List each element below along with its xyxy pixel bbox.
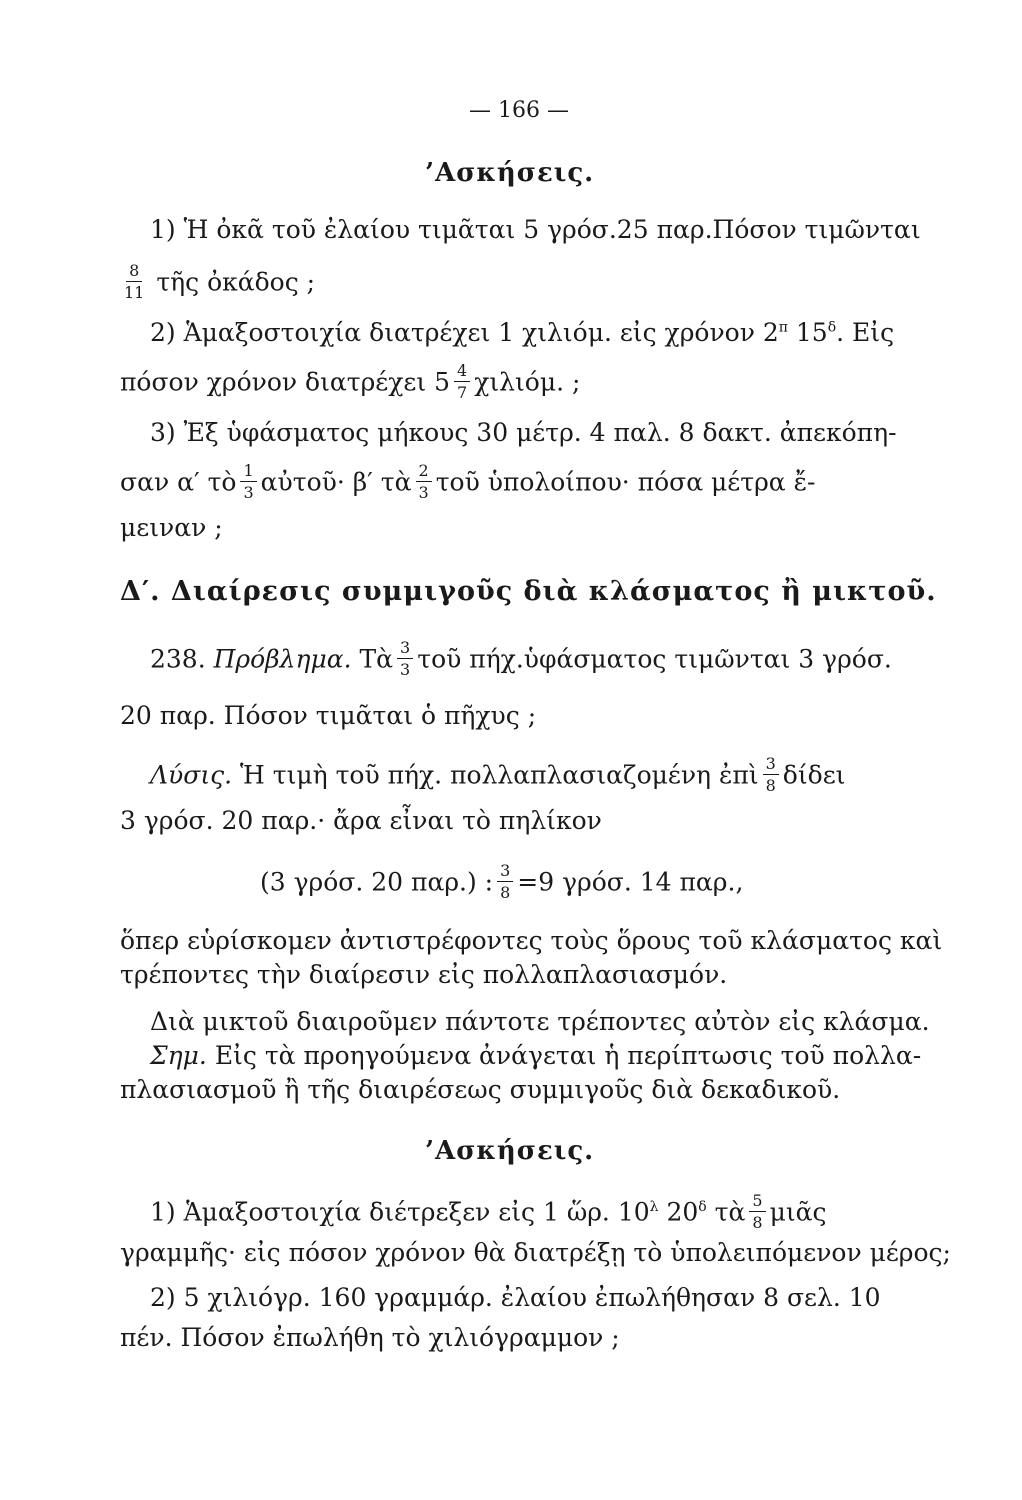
exercise-1-line-1: 1) Ἡ ὀκᾶ τοῦ ἐλαίου τιμᾶται 5 γρόσ.25 παρ.Πόσον τιμῶνται: [150, 215, 921, 244]
fraction: $\frac{1}{3}$: [240, 463, 256, 501]
exercises-heading: ’Ασκήσεις.: [425, 158, 595, 188]
fraction: $\frac{3}{3}$: [397, 640, 413, 678]
exercise-2-line-1: 2) Ἁμαξοστοιχία διατρέχει 1 χιλιόμ. εἰς χρόνον $2^\pi$ $15^\delta$. Εἰς: [150, 318, 895, 347]
note-line-1: Σημ. Εἰς τὰ προηγούμενα ἀνάγεται ἡ περίπτωσις τοῦ πολλα-: [150, 1041, 922, 1070]
exercise-5-line-1: 2) 5 χιλιόγρ. 160 γραμμάρ. ἐλαίου ἐπωλήθησαν 8 σελ. 10: [150, 1283, 881, 1312]
paragraph-2: Διὰ μικτοῦ διαιροῦμεν πάντοτε τρέποντες αὐτὸν εἰς κλάσμα.: [150, 1007, 930, 1036]
fraction: $\frac{2}{3}$: [416, 463, 432, 501]
exercise-4-line-1: 1) Ἁμαξοστοιχία διέτρεξεν εἰς 1 ὥρ. $10^\lambda$ $20^\delta$ τὰ $\frac{5}{8}$ μιᾶς: [150, 1191, 827, 1232]
exercise-1-line-2: $\frac{8}{11}$ τῆς ὀκάδος ;: [124, 261, 316, 302]
paragraph-1-line-1: ὅπερ εὑρίσκομεν ἀντιστρέφοντες τοὺς ὅρους τοῦ κλάσματος καὶ: [120, 926, 943, 955]
solution-equation: (3 γρόσ. 20 παρ.) : $\frac{3}{8}$ =9 γρόσ. 14 παρ.,: [260, 861, 744, 902]
solution-line-2: 3 γρόσ. 20 παρ.· ἄρα εἶναι τὸ πηλίκον: [120, 806, 602, 835]
solution-line-1: Λύσις. Ἡ τιμὴ τοῦ πήχ. πολλαπλασιαζομένη ἐπὶ $\frac{3}{8}$ δίδει: [150, 754, 846, 795]
fraction: $\frac{3}{8}$: [763, 756, 779, 794]
exercises-heading: ’Ασκήσεις.: [425, 1136, 595, 1166]
problem-line-2: 20 παρ. Πόσον τιμᾶται ὁ πῆχυς ;: [120, 701, 537, 730]
problem-line-1: 238. Πρόβλημα. Τὰ $\frac{3}{3}$ τοῦ πήχ.ὑφάσματος τιμῶνται 3 γρόσ.: [150, 638, 892, 679]
exercise-4-line-2: γραμμῆς· εἰς πόσον χρόνον θὰ διατρέξῃ τὸ ὑπολειπόμενον μέρος;: [120, 1238, 951, 1267]
exercise-3-line-3: μειναν ;: [120, 513, 223, 542]
fraction: $\frac{4}{7}$: [454, 363, 470, 401]
fraction: $\frac{3}{8}$: [497, 863, 513, 901]
fraction: $\frac{8}{11}$: [124, 261, 145, 302]
page-number: — 166 —: [469, 98, 569, 123]
exercise-5-line-2: πέν. Πόσον ἐπωλήθη τὸ χιλιόγραμμον ;: [120, 1323, 620, 1352]
fraction: $\frac{5}{8}$: [749, 1193, 765, 1231]
exercise-3-line-1: 3) Ἐξ ὑφάσματος μήκους 30 μέτρ. 4 παλ. 8 δακτ. ἀπεκόπη-: [150, 418, 897, 447]
paragraph-1-line-2: τρέποντες τὴν διαίρεσιν εἰς πολλαπλασιασμόν.: [120, 960, 728, 989]
section-title: Δ′. Διαίρεσις συμμιγοῦς διὰ κλάσματος ἢ μικτοῦ.: [120, 576, 937, 607]
exercise-3-line-2: σαν α′ τὸ $\frac{1}{3}$ αὐτοῦ· β′ τὰ $\frac{2}{3}$ τοῦ ὑπολοίπου· πόσα μέτρα ἔ-: [120, 461, 816, 502]
exercise-2-line-2: πόσον χρόνον διατρέχει 5 $\frac{4}{7}$ χιλιόμ. ;: [120, 361, 581, 402]
note-line-2: πλασιασμοῦ ἢ τῆς διαιρέσεως συμμιγοῦς διὰ δεκαδικοῦ.: [120, 1075, 841, 1104]
